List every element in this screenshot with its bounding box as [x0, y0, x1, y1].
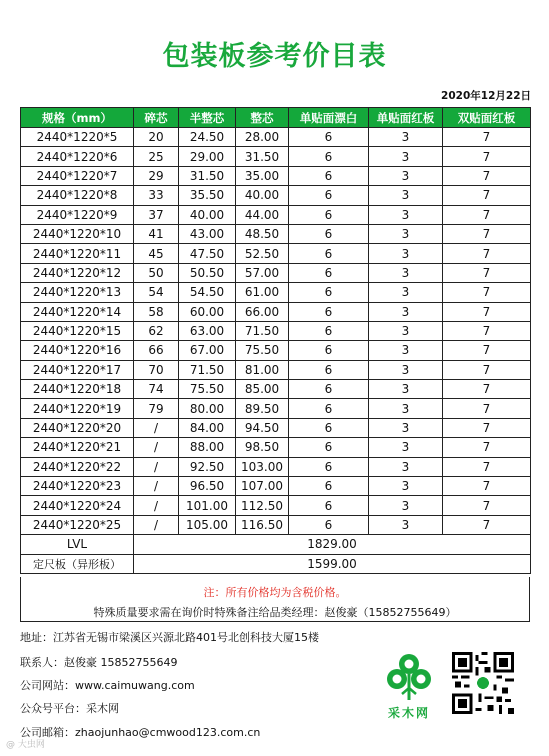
- table-row: [21, 457, 531, 476]
- single-red-price: 3: [369, 147, 443, 166]
- single-red-price: 3: [369, 263, 443, 282]
- price-table-body: [21, 128, 531, 535]
- half-core-price: 75.50: [179, 380, 236, 399]
- double-red-price: 7: [443, 321, 531, 340]
- single-bleached-price: 6: [289, 418, 369, 437]
- single-bleached-price: 6: [289, 380, 369, 399]
- half-core-price: 96.50: [179, 477, 236, 496]
- header-single-bleached: 单贴面漂白: [289, 108, 369, 128]
- clover-logo-icon: [378, 652, 440, 702]
- broken-core-price: 54: [134, 283, 179, 302]
- website: 公司网站：www.caimuwang.com: [20, 679, 195, 692]
- single-bleached-price: 6: [289, 515, 369, 534]
- single-red-price: 3: [369, 186, 443, 205]
- broken-core-price: 58: [134, 302, 179, 321]
- spec-cell: 2440*1220*16: [21, 341, 134, 360]
- table-row: [21, 224, 531, 243]
- caimuwang-logo: [378, 652, 440, 721]
- spec-cell: 2440*1220*21: [21, 438, 134, 457]
- half-core-price: 50.50: [179, 263, 236, 282]
- double-red-price: 7: [443, 128, 531, 147]
- spec-cell: 2440*1220*5: [21, 128, 134, 147]
- half-core-price: 47.50: [179, 244, 236, 263]
- spec-cell: 2440*1220*15: [21, 321, 134, 340]
- table-row: [21, 360, 531, 379]
- table-row: [21, 380, 531, 399]
- table-row: [21, 399, 531, 418]
- half-core-price: 29.00: [179, 147, 236, 166]
- extra-row-label: 定尺板（异形板）: [21, 554, 134, 573]
- double-red-price: 7: [443, 341, 531, 360]
- half-core-price: 92.50: [179, 457, 236, 476]
- half-core-price: 40.00: [179, 205, 236, 224]
- contact-person: 联系人：赵俊豪 15852755649: [20, 656, 178, 669]
- single-bleached-price: 6: [289, 186, 369, 205]
- half-core-price: 84.00: [179, 418, 236, 437]
- broken-core-price: 33: [134, 186, 179, 205]
- wechat-account: 公众号平台：采木网: [20, 702, 119, 715]
- extra-row-value: 1599.00: [134, 554, 531, 573]
- table-row-fixed-size: [21, 554, 531, 573]
- full-core-price: 116.50: [236, 515, 289, 534]
- full-core-price: 89.50: [236, 399, 289, 418]
- broken-core-price: 45: [134, 244, 179, 263]
- broken-core-price: 62: [134, 321, 179, 340]
- half-core-price: 43.00: [179, 224, 236, 243]
- spec-cell: 2440*1220*12: [21, 263, 134, 282]
- half-core-price: 24.50: [179, 128, 236, 147]
- extra-row-label: LVL: [21, 535, 134, 554]
- broken-core-price: 70: [134, 360, 179, 379]
- spec-cell: 2440*1220*25: [21, 515, 134, 534]
- full-core-price: 98.50: [236, 438, 289, 457]
- full-core-price: 112.50: [236, 496, 289, 515]
- broken-core-price: /: [134, 457, 179, 476]
- qr-code-icon: [452, 652, 514, 714]
- header-broken-core: 碎芯: [134, 108, 179, 128]
- full-core-price: 61.00: [236, 283, 289, 302]
- spec-cell: 2440*1220*18: [21, 380, 134, 399]
- broken-core-price: /: [134, 438, 179, 457]
- double-red-price: 7: [443, 457, 531, 476]
- double-red-price: 7: [443, 380, 531, 399]
- spec-cell: 2440*1220*14: [21, 302, 134, 321]
- header-half-core: 半整芯: [179, 108, 236, 128]
- broken-core-price: 66: [134, 341, 179, 360]
- watermark: @ 大虫网: [6, 740, 45, 750]
- table-header-row: [21, 108, 531, 128]
- half-core-price: 60.00: [179, 302, 236, 321]
- single-red-price: 3: [369, 515, 443, 534]
- full-core-price: 107.00: [236, 477, 289, 496]
- half-core-price: 31.50: [179, 166, 236, 185]
- broken-core-price: 74: [134, 380, 179, 399]
- single-red-price: 3: [369, 399, 443, 418]
- full-core-price: 31.50: [236, 147, 289, 166]
- double-red-price: 7: [443, 399, 531, 418]
- single-bleached-price: 6: [289, 224, 369, 243]
- full-core-price: 44.00: [236, 205, 289, 224]
- single-bleached-price: 6: [289, 283, 369, 302]
- table-row: [21, 477, 531, 496]
- single-red-price: 3: [369, 224, 443, 243]
- single-red-price: 3: [369, 477, 443, 496]
- full-core-price: 66.00: [236, 302, 289, 321]
- half-core-price: 67.00: [179, 341, 236, 360]
- single-red-price: 3: [369, 128, 443, 147]
- full-core-price: 52.50: [236, 244, 289, 263]
- spec-cell: 2440*1220*8: [21, 186, 134, 205]
- price-table: [20, 107, 531, 574]
- double-red-price: 7: [443, 496, 531, 515]
- single-bleached-price: 6: [289, 128, 369, 147]
- full-core-price: 71.50: [236, 321, 289, 340]
- header-spec: 规格（mm）: [21, 108, 134, 128]
- table-row: [21, 515, 531, 534]
- table-row: [21, 418, 531, 437]
- broken-core-price: 37: [134, 205, 179, 224]
- full-core-price: 81.00: [236, 360, 289, 379]
- single-red-price: 3: [369, 380, 443, 399]
- single-red-price: 3: [369, 244, 443, 263]
- full-core-price: 57.00: [236, 263, 289, 282]
- single-bleached-price: 6: [289, 341, 369, 360]
- broken-core-price: 41: [134, 224, 179, 243]
- double-red-price: 7: [443, 224, 531, 243]
- table-row: [21, 496, 531, 515]
- spec-cell: 2440*1220*13: [21, 283, 134, 302]
- spec-cell: 2440*1220*7: [21, 166, 134, 185]
- single-bleached-price: 6: [289, 399, 369, 418]
- table-row: [21, 166, 531, 185]
- full-core-price: 94.50: [236, 418, 289, 437]
- single-bleached-price: 6: [289, 244, 369, 263]
- spec-cell: 2440*1220*20: [21, 418, 134, 437]
- double-red-price: 7: [443, 515, 531, 534]
- double-red-price: 7: [443, 205, 531, 224]
- single-bleached-price: 6: [289, 360, 369, 379]
- logo-text: 采木网: [387, 706, 430, 720]
- single-bleached-price: 6: [289, 263, 369, 282]
- header-double-red: 双贴面红板: [443, 108, 531, 128]
- header-full-core: 整芯: [236, 108, 289, 128]
- single-bleached-price: 6: [289, 438, 369, 457]
- full-core-price: 28.00: [236, 128, 289, 147]
- table-row: [21, 283, 531, 302]
- single-bleached-price: 6: [289, 477, 369, 496]
- extra-row-value: 1829.00: [134, 535, 531, 554]
- spec-cell: 2440*1220*6: [21, 147, 134, 166]
- table-row: [21, 321, 531, 340]
- double-red-price: 7: [443, 302, 531, 321]
- double-red-price: 7: [443, 166, 531, 185]
- single-bleached-price: 6: [289, 205, 369, 224]
- single-red-price: 3: [369, 321, 443, 340]
- half-core-price: 80.00: [179, 399, 236, 418]
- spec-cell: 2440*1220*19: [21, 399, 134, 418]
- table-row: [21, 147, 531, 166]
- notes-box: [20, 577, 530, 622]
- broken-core-price: 79: [134, 399, 179, 418]
- table-row-lvl: [21, 535, 531, 554]
- address: 地址：江苏省无锡市梁溪区兴源北路401号北创科技大厦15楼: [20, 631, 319, 644]
- single-bleached-price: 6: [289, 457, 369, 476]
- single-red-price: 3: [369, 418, 443, 437]
- broken-core-price: 50: [134, 263, 179, 282]
- double-red-price: 7: [443, 186, 531, 205]
- table-row: [21, 205, 531, 224]
- single-red-price: 3: [369, 360, 443, 379]
- spec-cell: 2440*1220*23: [21, 477, 134, 496]
- broken-core-price: /: [134, 515, 179, 534]
- broken-core-price: /: [134, 477, 179, 496]
- broken-core-price: 25: [134, 147, 179, 166]
- single-bleached-price: 6: [289, 496, 369, 515]
- double-red-price: 7: [443, 477, 531, 496]
- single-bleached-price: 6: [289, 321, 369, 340]
- half-core-price: 63.00: [179, 321, 236, 340]
- full-core-price: 75.50: [236, 341, 289, 360]
- single-red-price: 3: [369, 205, 443, 224]
- header-single-red: 单贴面红板: [369, 108, 443, 128]
- full-core-price: 85.00: [236, 380, 289, 399]
- double-red-price: 7: [443, 263, 531, 282]
- full-core-price: 48.50: [236, 224, 289, 243]
- broken-core-price: /: [134, 496, 179, 515]
- double-red-price: 7: [443, 244, 531, 263]
- full-core-price: 40.00: [236, 186, 289, 205]
- half-core-price: 35.50: [179, 186, 236, 205]
- price-date: 2020年12月22日: [441, 90, 531, 102]
- half-core-price: 101.00: [179, 496, 236, 515]
- half-core-price: 88.00: [179, 438, 236, 457]
- spec-cell: 2440*1220*22: [21, 457, 134, 476]
- half-core-price: 54.50: [179, 283, 236, 302]
- table-row: [21, 128, 531, 147]
- table-row: [21, 438, 531, 457]
- tax-note: 注：所有价格均为含税价格。: [203, 586, 347, 599]
- spec-cell: 2440*1220*17: [21, 360, 134, 379]
- single-red-price: 3: [369, 457, 443, 476]
- full-core-price: 35.00: [236, 166, 289, 185]
- spec-cell: 2440*1220*11: [21, 244, 134, 263]
- double-red-price: 7: [443, 283, 531, 302]
- half-core-price: 71.50: [179, 360, 236, 379]
- spec-cell: 2440*1220*10: [21, 224, 134, 243]
- single-bleached-price: 6: [289, 166, 369, 185]
- spec-cell: 2440*1220*24: [21, 496, 134, 515]
- page-title: 包装板参考价目表: [162, 41, 387, 72]
- single-bleached-price: 6: [289, 302, 369, 321]
- single-red-price: 3: [369, 438, 443, 457]
- table-row: [21, 302, 531, 321]
- spec-cell: 2440*1220*9: [21, 205, 134, 224]
- single-red-price: 3: [369, 166, 443, 185]
- table-row: [21, 186, 531, 205]
- special-requirement-note: 特殊质量要求需在询价时特殊备注给品类经理：赵俊豪（15852755649）: [93, 606, 457, 619]
- broken-core-price: 29: [134, 166, 179, 185]
- table-row: [21, 341, 531, 360]
- broken-core-price: /: [134, 418, 179, 437]
- double-red-price: 7: [443, 147, 531, 166]
- table-row: [21, 263, 531, 282]
- single-red-price: 3: [369, 496, 443, 515]
- broken-core-price: 20: [134, 128, 179, 147]
- single-red-price: 3: [369, 283, 443, 302]
- single-bleached-price: 6: [289, 147, 369, 166]
- full-core-price: 103.00: [236, 457, 289, 476]
- double-red-price: 7: [443, 438, 531, 457]
- half-core-price: 105.00: [179, 515, 236, 534]
- table-row: [21, 244, 531, 263]
- single-red-price: 3: [369, 302, 443, 321]
- double-red-price: 7: [443, 418, 531, 437]
- single-red-price: 3: [369, 341, 443, 360]
- email: 公司邮箱：zhaojunhao@cmwood123.com.cn: [20, 726, 261, 739]
- double-red-price: 7: [443, 360, 531, 379]
